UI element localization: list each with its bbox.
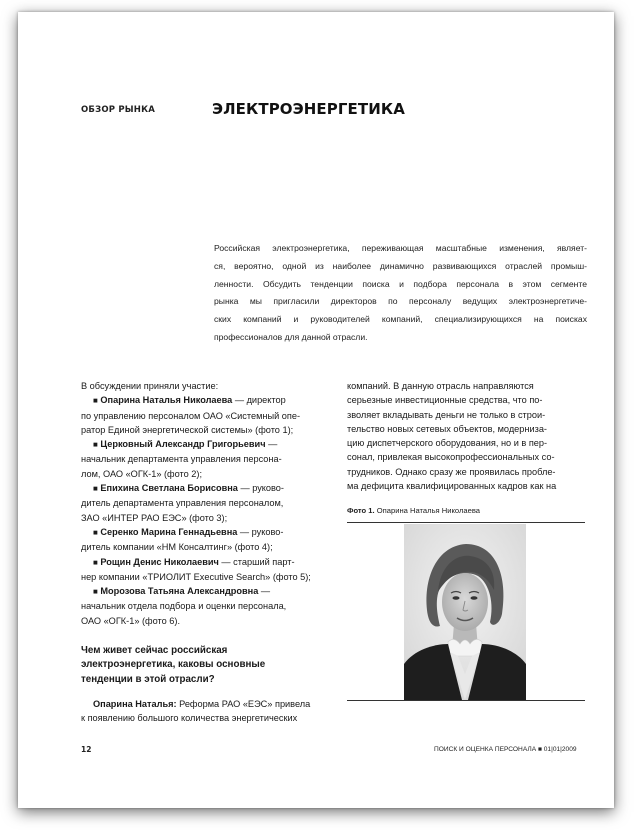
participants-intro: В обсуждении приняли участие: bbox=[81, 381, 219, 391]
participant-item: ■ Церковный Александр Григорьевич — начальник департамента управления персона- лом, ОАО «ОГК-1» (фото 2); bbox=[81, 439, 282, 479]
bullet-square-icon: ■ bbox=[93, 484, 98, 494]
section-label: ОБЗОР РЫНКА bbox=[81, 105, 156, 115]
bullet-square-icon: ■ bbox=[93, 396, 98, 406]
body-line: сонал, привлекая высокопрофессиональных со- bbox=[347, 452, 555, 463]
bullet-square-icon: ■ bbox=[93, 557, 98, 567]
article-title: ЭЛЕКТРОЭНЕРГЕТИКА bbox=[212, 100, 405, 118]
lead-line: рынка мы пригласили директоров по персоналу ведущих электроэнергетиче- bbox=[214, 296, 587, 307]
body-line: трудников. Однако сразу же проявилась пробле- bbox=[347, 466, 556, 477]
journal-name: ПОИСК И ОЦЕНКА ПЕРСОНАЛА bbox=[434, 746, 537, 753]
participant-item: ■ Епихина Светлана Борисовна — руково- дитель департамента управления персоналом, ЗАО «ИНТЕР РАО ЕЭС» (фото 3); bbox=[81, 483, 284, 523]
participant-name: Морозова Татьяна Александровна bbox=[100, 586, 259, 597]
bullet-square-icon: ■ bbox=[93, 587, 98, 597]
page-number: 12 bbox=[81, 745, 92, 754]
body-line: ма дефицита квалифицированных кадров как на bbox=[347, 481, 557, 492]
participant-name: Рощин Денис Николаевич bbox=[100, 556, 219, 567]
issue-number: 01|01|2009 bbox=[543, 746, 577, 753]
answer-speaker: Опарина Наталья: bbox=[93, 698, 177, 709]
lead-line: ся, вероятно, одной из наиболее динамично развивающихся отраслей промыш- bbox=[214, 260, 587, 271]
photo-bottom-rule bbox=[347, 700, 585, 701]
interview-question: Чем живет сейчас российская электроэнергетика, каковы основные тенденции в этой отрасли? bbox=[81, 645, 266, 685]
caption-rule bbox=[347, 522, 585, 523]
participant-item: ■ Рощин Денис Николаевич — старший парт- нер компании «ТРИОЛИТ Executive Search» (фото 5); bbox=[81, 556, 311, 582]
bullet-square-icon: ■ bbox=[93, 527, 98, 537]
participant-name: Серенко Марина Геннадьевна bbox=[100, 526, 238, 537]
body-line: серьезные инвестиционные средства, что по- bbox=[347, 395, 543, 406]
participant-name: Епихина Светлана Борисовна bbox=[100, 483, 238, 494]
article-lead bbox=[214, 240, 587, 347]
portrait-photo bbox=[404, 524, 526, 700]
participant-item: ■ Морозова Татьяна Александровна — начальник отдела подбора и оценки персонала, ОАО «ОГК-1» (фото 6). bbox=[81, 586, 287, 626]
body-line: тельство новых сетевых объектов, модерниза- bbox=[347, 423, 547, 434]
interview-answer: Опарина Наталья: Реформа РАО «ЕЭС» привела к появлению большого количества энергетических bbox=[81, 698, 311, 724]
right-column bbox=[347, 379, 585, 493]
lead-line: ских компаний и руководителей компаний, специализирующихся на поисках bbox=[214, 314, 587, 325]
lead-line: ленности. Обсудить тенденции поиска и подбора персонала в этом сегменте bbox=[214, 278, 587, 289]
participant-item: ■ Серенко Марина Геннадьевна — руково- дитель компании «НМ Консалтинг» (фото 4); bbox=[81, 526, 284, 553]
body-line: цию диспетчерского оборудования, но и в пер- bbox=[347, 438, 548, 449]
lead-line: профессионалов для данной отрасли. bbox=[214, 331, 368, 342]
photo-caption-label: Фото 1. bbox=[347, 506, 375, 515]
footer-square-icon: ■ bbox=[537, 746, 542, 753]
body-line: компаний. В данную отрасль направляются bbox=[347, 381, 534, 391]
lead-line: Российская электроэнергетика, переживающая масштабные изменения, являет- bbox=[214, 243, 587, 253]
portrait-image bbox=[404, 524, 526, 700]
left-column bbox=[81, 379, 337, 726]
participant-name: Церковный Александр Григорьевич bbox=[100, 439, 266, 450]
bullet-square-icon: ■ bbox=[93, 440, 98, 450]
body-line: зволяет вкладывать деньги не только в строи- bbox=[347, 409, 546, 420]
footer-journal bbox=[434, 746, 577, 753]
participant-item: ■ Опарина Наталья Николаева — директор по управлению персоналом ОАО «Системный опе- ратор Единой энергетической системы» (фото 1); bbox=[81, 395, 301, 435]
participant-name: Опарина Наталья Николаева bbox=[100, 395, 233, 406]
photo-caption bbox=[347, 506, 480, 515]
magazine-page bbox=[18, 12, 614, 808]
photo-caption-text: Опарина Наталья Николаева bbox=[374, 506, 480, 515]
